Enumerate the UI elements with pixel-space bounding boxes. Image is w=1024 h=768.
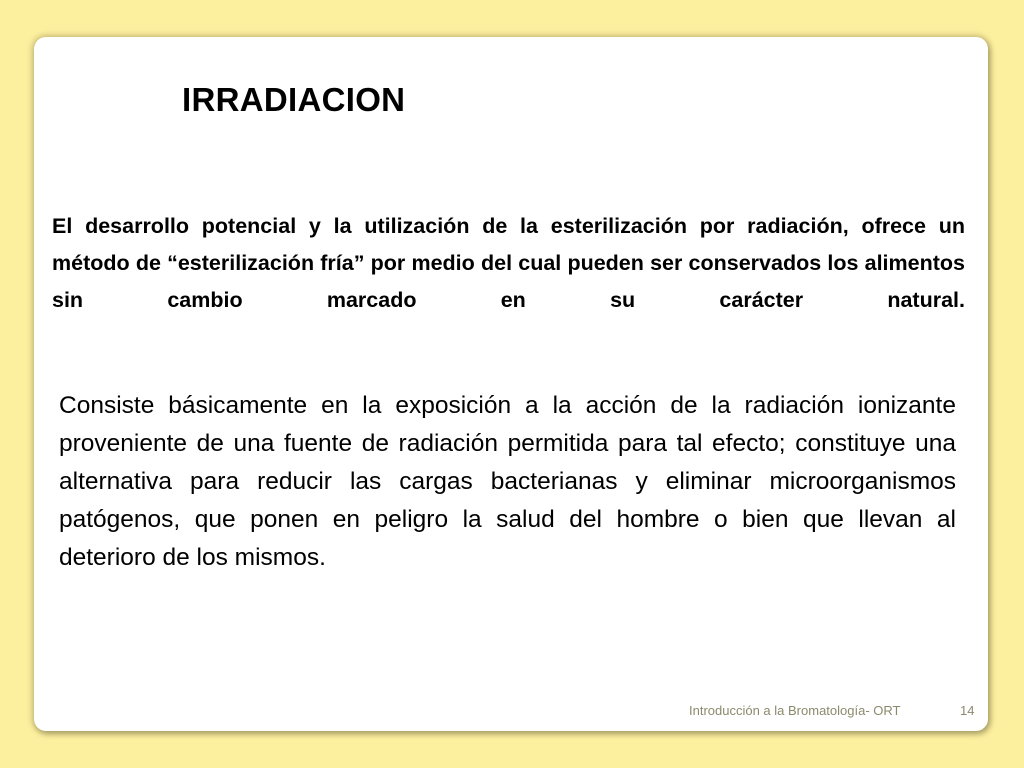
page-number: 14 — [960, 703, 975, 718]
body-paragraph: Consiste básicamente en la exposición a la acción de la radiación ionizante proveniente de una fuente de radiación permitida para tal efecto; constituye una alternativa para reducir las cargas bacterianas y eliminar microorganismos patógenos, que ponen en peligro la salud del hombre o bien que llevan al deterioro de los mismos. — [59, 392, 956, 571]
slide-title: IRRADIACION — [182, 81, 406, 118]
slide-footer: Introducción a la Bromatología- ORT — [689, 703, 901, 718]
lead-paragraph: El desarrollo potencial y la utilización de la esterilización por radiación, ofrece un método de “esterilización fría” por medio del cual pueden ser conservados los alimentos sin cambio marcado en su carácter natural. — [52, 214, 965, 312]
slide-card — [34, 37, 988, 731]
